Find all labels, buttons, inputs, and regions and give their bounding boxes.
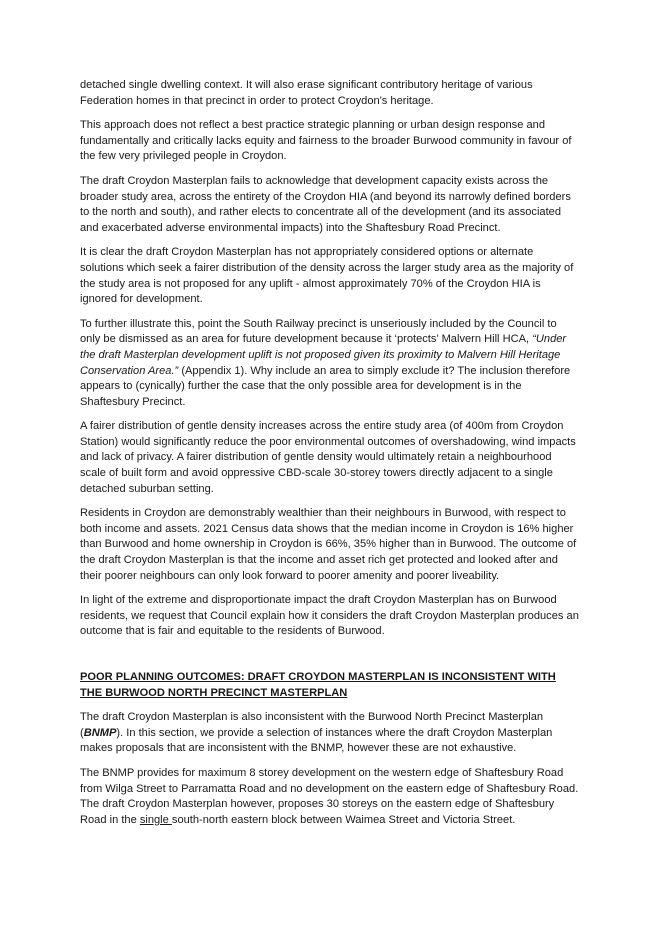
paragraph-census-data: Residents in Croydon are demonstrably wealthier than their neighbours in Burwood, with respect to both income and assets. 2021 Census data shows that the median income in Croydon is 16% higher than Burwood and home ownership in Croydon is 66%, 35% higher than in Burwood. The outcome of the draft Croydon Masterplan is that the income and asset rich get protected and looked after and their poorer neighbours can only look forward to poorer amenity and poorer liveability. (80, 507, 577, 582)
paragraph-text: south-north eastern block between Waimea Street and Victoria Street. (171, 813, 516, 826)
document-page (80, 78, 580, 837)
paragraph-south-railway-precinct (80, 317, 580, 411)
paragraph-gentle-density: A fairer distribution of gentle density increases across the entire study area (of 400m from Croydon Station) would significantly reduce the poor environmental outcomes of overshadowing, wind impacts and lack of privacy. A fairer distribution of gentle density would ultimately retain a neighbourhood scale of built form and avoid oppressive CBD-scale 30-storey towers directly adjacent to a single detached suburban setting. (80, 420, 576, 495)
paragraph-bnmp-storeys (80, 766, 580, 828)
paragraph-council-request: In light of the extreme and disproportionate impact the draft Croydon Masterplan has on Burwood residents, we request that Council explain how it considers the draft Croydon Masterplan produces an outcome that is fair and equitable to the residents of Burwood. (80, 594, 579, 638)
masterplan-quote: “Under the draft Masterplan development uplift is not proposed given its proximity to Malvern Hill Heritage Conservation Area.” (80, 333, 567, 377)
paragraph-text: The draft Croydon Masterplan is also inconsistent with the Burwood North Precinct Masterplan ( (80, 711, 544, 739)
underlined-word: single (139, 813, 172, 826)
paragraph-equity: This approach does not reflect a best practice strategic planning or urban design response and fundamentally and critically lacks equity and fairness to the broader Burwood community in favour of the few very privileged people in Croydon. (80, 119, 572, 163)
section-heading: POOR PLANNING OUTCOMES: DRAFT CROYDON MASTERPLAN IS INCONSISTENT WITH THE BURWOOD NORTH PRECINCT MASTERPLAN (80, 671, 556, 699)
bnmp-abbreviation: BNMP (83, 726, 117, 739)
paragraph-development-capacity: The draft Croydon Masterplan fails to acknowledge that development capacity exists across the broader study area, across the entirety of the Croydon HIA (and beyond its narrowly defined borders to the north and south), and rather elects to concentrate all of the development (and its associated and exacerbated adverse environmental impacts) into the Shaftesbury Road Precinct. (80, 174, 571, 234)
paragraph-distribution-options: It is clear the draft Croydon Masterplan has not appropriately considered options or alternate solutions which seek a fairer distribution of the density across the larger study area as the majority of the study area is not proposed for any uplift - almost approximately 70% of the Croydon HIA is ignored for development. (80, 246, 574, 306)
paragraph-text: The BNMP provides for maximum 8 storey development on the western edge of Shaftesbury Road from Wilga Street to Parramatta Road and no development on the eastern edge of Shaftesbury Road. The draft Croydon Masterplan however, proposes 30 storeys on the eastern edge of Shaftesbury Road in the (80, 766, 579, 826)
paragraph-text: ). In this section, we provide a selection of instances where the draft Croydon Masterplan makes proposals that are inconsistent with the BNMP, however these are not exhaustive. (80, 726, 553, 755)
paragraph-text: (Appendix 1). Why include an area to simply exclude it? The inclusion therefore appears to (cynically) further the case that the only possible area for development is in the Shaftesbury Precinct. (80, 364, 571, 408)
paragraph-text: To further illustrate this, point the South Railway precinct is unseriously included by the Council to only be dismissed as an area for future development because it ‘protects’ Malvern Hill HCA, (80, 317, 557, 346)
paragraph-bnmp-intro (80, 710, 580, 757)
paragraph-heritage-context: detached single dwelling context. It will also erase significant contributory heritage of various Federation homes in that precinct in order to protect Croydon's heritage. (80, 79, 533, 107)
